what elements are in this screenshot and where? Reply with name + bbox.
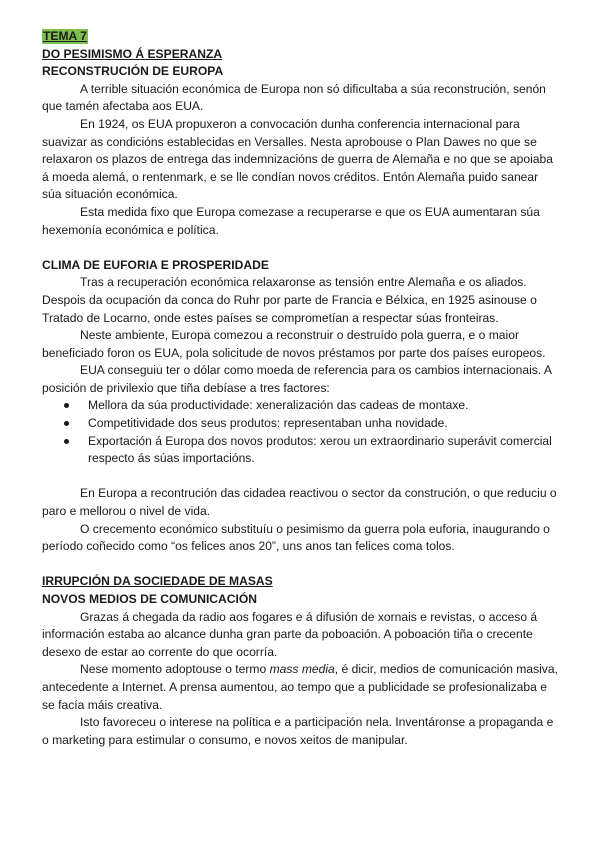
- section-subtitle: RECONSTRUCIÓN DE EUROPA: [42, 64, 224, 79]
- section-title: CLIMA DE EUFORIA E PROSPERIDADE: [42, 257, 269, 272]
- section-title: IRRUPCIÓN DA SOCIEDADE DE MASAS: [42, 574, 273, 589]
- list-item: Mellora da súa productividade: xeneralización das cadeas de montaxe.: [88, 397, 558, 415]
- topic-tag: [42, 28, 558, 46]
- spacer: [42, 468, 558, 486]
- paragraph: Esta medida fixo que Europa comezase a recuperarse e que os EUA aumentaran súa hexemonía económica e política.: [42, 204, 540, 237]
- section-subtitle: NOVOS MEDIOS DE COMUNICACIÓN: [42, 592, 258, 606]
- paragraph: O crecemento económico substituíu o pesimismo da guerra pola euforia, inaugurando o período coñecido como “os felices anos 20”, uns anos tan felices coma tolos.: [42, 521, 550, 554]
- factors-list: [42, 397, 558, 467]
- paragraph: EUA conseguiu ter o dólar como moeda de referencia para os cambios internacionais. A posición de privilexio que tiña debíase a tres factores:: [42, 363, 552, 395]
- document-body: [42, 28, 558, 749]
- paragraph: A terrible situación económica de Europa non só dificultaba a súa reconstrución, senón que tamén afectaba aos EUA.: [42, 81, 546, 114]
- list-item: Exportación á Europa dos novos produtos: xerou un extraordinario superávit comercial respecto ás súas importacións.: [88, 433, 558, 468]
- list-item: Competitividade dos seus produtos: representaban unha novidade.: [88, 415, 558, 433]
- paragraph-text: Nese momento adoptouse o termo: [80, 662, 270, 677]
- paragraph: [42, 661, 558, 714]
- paragraph: En Europa a recontrución das cidadea reactivou o sector da construción, o que reduciu o paro e mellorou o nivel de vida.: [42, 486, 557, 519]
- paragraph-text: , é dicir, medios de comunicación masiva, antecedente a Internet. A prensa aumentou, ao tempo que a publicidade se profesionalizaba e se facía máis creativa.: [42, 662, 558, 712]
- paragraph: Isto favoreceu o interese na política e a participación nela. Inventáronse a propaganda e o marketing para estimular o consumo, e novos xeitos de manipular.: [42, 715, 554, 747]
- spacer: [42, 239, 558, 257]
- paragraph: En 1924, os EUA propuxeron a convocación dunha conferencia internacional para suavizar as condicións establecidas en Versalles. Nesta aprobouse o Plan Dawes no que se relaxaron os plazos de entrega das indemnizacións de guerra de Alemaña e no que se apoiaba á moeda alemá, o rentenmark, e se lle condían novos créditos. Entón Alemaña puido sanear súa situación económica.: [42, 116, 553, 202]
- paragraph: Neste ambiente, Europa comezou a reconstruir o destruído pola guerra, e o maior beneficiado foron os EUA, pola solicitude de novos préstamos por parte dos países europeos.: [42, 328, 546, 360]
- italic-term: mass media: [269, 662, 335, 677]
- spacer: [42, 556, 558, 574]
- topic-badge: TEMA 7: [43, 29, 87, 43]
- section-title: DO PESIMISMO Á ESPERANZA: [42, 46, 223, 61]
- paragraph: Grazas á chegada da radio aos fogares e á difusión de xornais e revistas, o acceso á información estaba ao alcance dunha gran parte da poboación. A poboación tiña o crecente desexo de estar ao corrente do que ocorría.: [42, 609, 538, 659]
- paragraph: Tras a recuperación económica relaxaronse as tensión entre Alemaña e os aliados. Despois da ocupación da conca do Ruhr por parte de Francia e Bélxica, en 1925 asinouse o Tratado de Locarno, onde estes países se comprometían a respectar súas fronteiras.: [42, 275, 537, 325]
